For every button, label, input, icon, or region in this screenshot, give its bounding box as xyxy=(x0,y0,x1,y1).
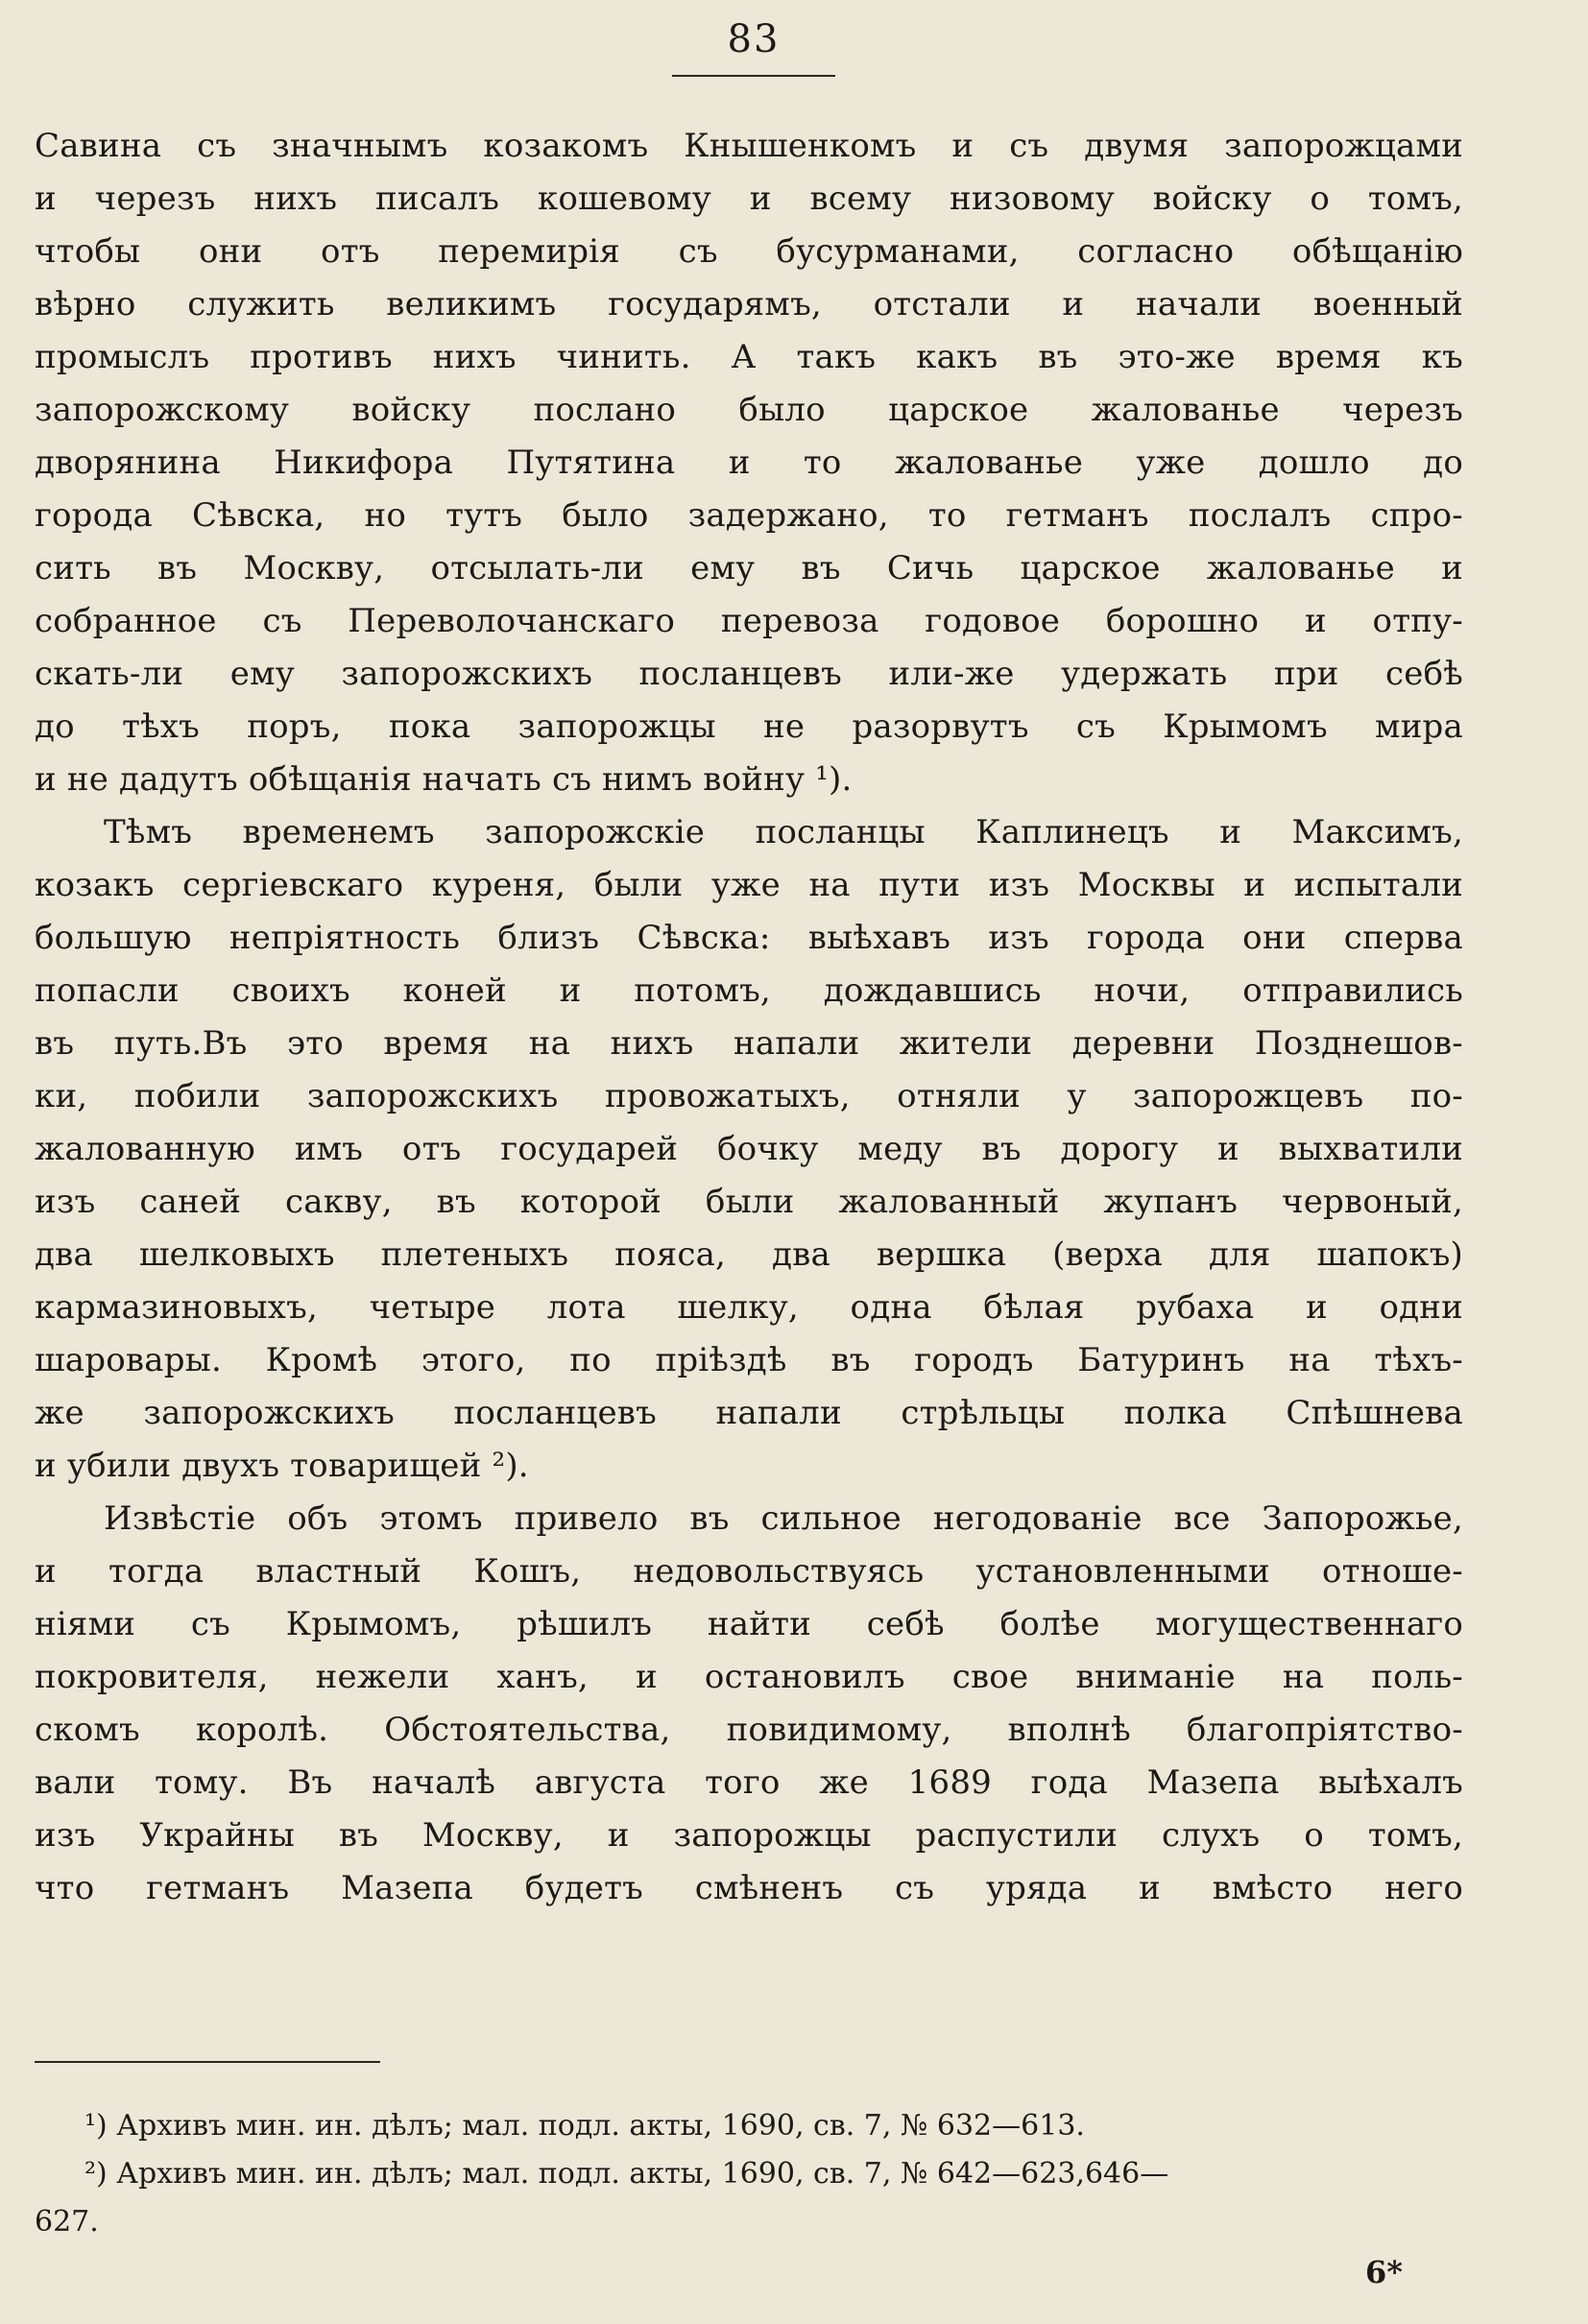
footnotes xyxy=(35,2102,1463,2246)
footnote-line: 627. xyxy=(35,2205,99,2239)
text-line: кармазиновыхъ, четыре лота шелку, одна бѣлая рубаха и одни xyxy=(35,1288,1463,1327)
text-line: и тогда властный Кошъ, недовольствуясь установленными отноше- xyxy=(35,1552,1463,1591)
text-line: изъ Украйны въ Москву, и запорожцы распустили слухъ о томъ, xyxy=(35,1816,1463,1855)
text-line: и не дадутъ обѣщанія начать съ нимъ войну ¹). xyxy=(35,760,853,799)
text-line: же запорожскихъ посланцевъ напали стрѣльцы полка Спѣшнева xyxy=(35,1394,1463,1432)
text-line: дворянина Никифора Путятина и то жалованье уже дошло до xyxy=(35,443,1463,482)
text-line: вали тому. Въ началѣ августа того же 1689 года Мазепа выѣхалъ xyxy=(35,1763,1463,1802)
text-line: до тѣхъ поръ, пока запорожцы не разорвутъ съ Крымомъ мира xyxy=(35,707,1463,746)
body-text xyxy=(35,120,1463,1915)
text-line: сить въ Москву, отсылать-ли ему въ Сичь царское жалованье и xyxy=(35,549,1463,587)
text-line: покровителя, нежели ханъ, и остановилъ свое вниманіе на поль- xyxy=(35,1658,1463,1696)
text-line: Тѣмъ временемъ запорожскіе посланцы Каплинецъ и Максимъ, xyxy=(104,813,1463,851)
footnote-line: ¹) Архивъ мин. ин. дѣлъ; мал. подл. акты, 1690, св. 7, № 632—613. xyxy=(84,2109,1085,2143)
text-line: два шелковыхъ плетеныхъ пояса, два вершка (верха для шапокъ) xyxy=(35,1235,1463,1274)
signature-mark: 6* xyxy=(1365,2254,1403,2290)
footnote-line: ²) Архивъ мин. ин. дѣлъ; мал. подл. акты, 1690, св. 7, № 642—623,646— xyxy=(84,2157,1169,2191)
text-line: скомъ королѣ. Обстоятельства, повидимому, вполнѣ благопріятство- xyxy=(35,1711,1463,1749)
text-line: и черезъ нихъ писалъ кошевому и всему низовому войску о томъ, xyxy=(35,180,1463,218)
text-line: ніями съ Крымомъ, рѣшилъ найти себѣ болѣе могущественнаго xyxy=(35,1605,1463,1643)
page-number: 83 xyxy=(727,17,781,61)
page-number-rule xyxy=(672,75,835,77)
text-line: чтобы они отъ перемирія съ бусурманами, согласно обѣщанію xyxy=(35,232,1463,271)
text-line: скать-ли ему запорожскихъ посланцевъ или-же удержать при себѣ xyxy=(35,655,1463,693)
footnote-rule xyxy=(35,2061,380,2063)
text-line: въ путь.Въ это время на нихъ напали жители деревни Позднешов- xyxy=(35,1024,1463,1063)
text-line: козакъ сергіевскаго куреня, были уже на пути изъ Москвы и испытали xyxy=(35,866,1463,904)
text-line: промыслъ противъ нихъ чинить. А такъ какъ въ это-же время къ xyxy=(35,338,1463,376)
text-line: города Сѣвска, но тутъ было задержано, то гетманъ послалъ спро- xyxy=(35,496,1463,535)
text-line: попасли своихъ коней и потомъ, дождавшись ночи, отправились xyxy=(35,971,1463,1010)
text-line: изъ саней сакву, въ которой были жалованный жупанъ червоный, xyxy=(35,1183,1463,1221)
text-line: шаровары. Кромѣ этого, по пріѣздѣ въ городъ Батуринъ на тѣхъ- xyxy=(35,1341,1463,1379)
text-line: собранное съ Переволочанскаго перевоза годовое борошно и отпу- xyxy=(35,602,1463,640)
text-line: что гетманъ Мазепа будетъ смѣненъ съ уряда и вмѣсто него xyxy=(35,1869,1463,1907)
text-line: большую непріятность близъ Сѣвска: выѣхавъ изъ города они сперва xyxy=(35,919,1463,957)
text-line: ки, побили запорожскихъ провожатыхъ, отняли у запорожцевъ по- xyxy=(35,1077,1463,1115)
text-line: запорожскому войску послано было царское жалованье черезъ xyxy=(35,391,1463,429)
text-line: Извѣстіе объ этомъ привело въ сильное негодованіе все Запорожье, xyxy=(104,1499,1463,1538)
text-line: Савина съ значнымъ козакомъ Кнышенкомъ и съ двумя запорожцами xyxy=(35,127,1463,165)
text-line: жалованную имъ отъ государей бочку меду въ дорогу и выхватили xyxy=(35,1130,1463,1168)
text-line: и убили двухъ товарищей ²). xyxy=(35,1447,529,1485)
text-line: вѣрно служить великимъ государямъ, отстали и начали военный xyxy=(35,285,1463,323)
